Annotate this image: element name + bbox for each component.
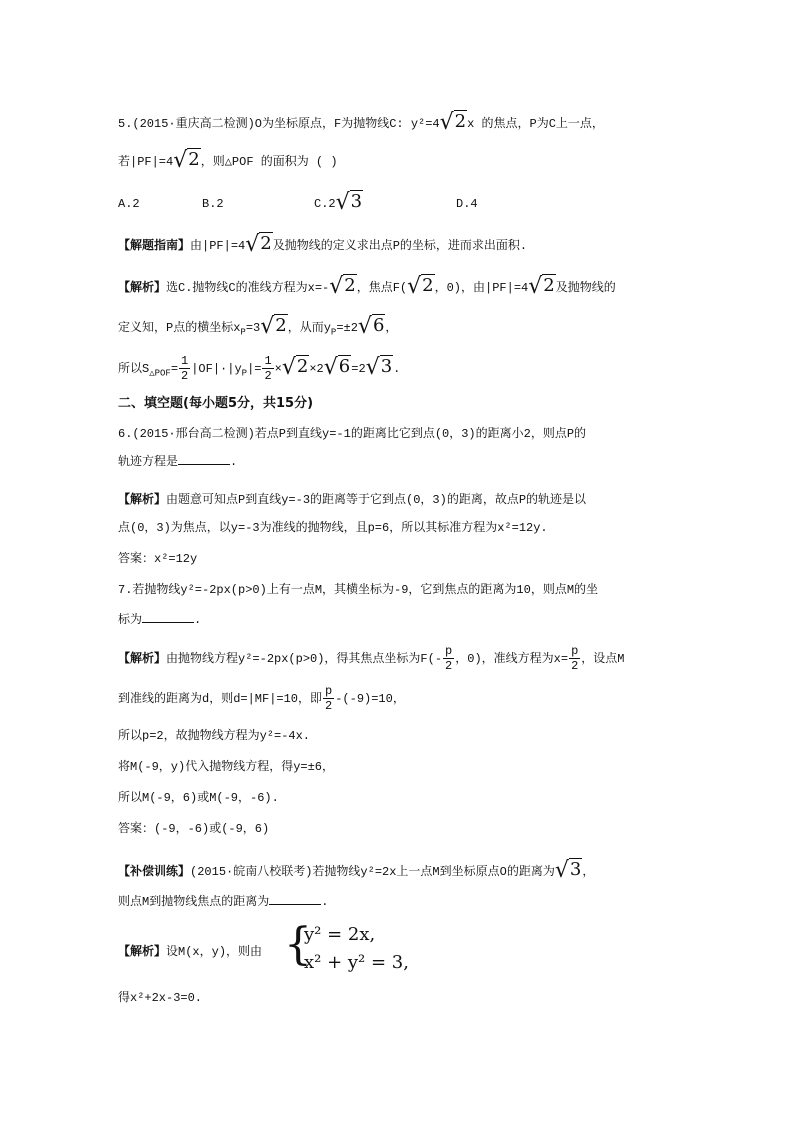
q7-answer: 答案：(-9，-6)或(-9，6) [118,822,270,836]
solution-tag: 【解析】 [118,493,167,507]
q7-solution-line5: 所以M(-9，6)或M(-9，-6). [118,791,279,805]
hint-tag: 【解题指南】 [118,239,191,253]
q6-stem-line1: 6.(2015·邢台高二检测)若点P到直线y=-1的距离比它到点(0，3)的距离小2，则点P的 [118,427,587,441]
sqrt-symbol: √3 [335,190,363,215]
system-equation-1: y² = 2x, [304,924,376,945]
fraction: $\frac{1}{2}$ [264,354,272,384]
q5-stem-line2: 若|PF|=4√2，则△POF 的面积为 ( ) [118,148,338,173]
sqrt-symbol: √2 [173,148,200,173]
q5-hint: 【解题指南】由|PF|=4√2及抛物线的定义求出点P的坐标，进而求出面积. [118,232,528,257]
q5-stem-line1: 5.(2015·重庆高二检测)O为坐标原点，F为抛物线C: y²=4√2x 的焦点，P为C上一点， [118,110,604,135]
sqrt-symbol: √6 [357,314,385,339]
bc-stem-line2: 则点M到抛物线焦点的距离为 . [118,892,328,912]
fraction: $\frac{p}{2}$ [445,644,453,674]
q6-solution-line2: 点(0，3)为焦点，以y=-3为准线的抛物线，且p=6，所以其标准方程为x²=12y. [118,521,548,535]
answer-blank [142,610,194,623]
q6-answer: 答案：x²=12y [118,552,198,566]
sqrt-symbol: √6 [323,355,351,380]
answer-blank [269,892,321,905]
q5-solution-line2: 定义知，P点的横坐标$x_P=3√2$，从而$y_P=\pm 2√6$， [118,314,398,339]
q5-option-a: A.2 [118,197,140,211]
bc-solution-start: 【解析】设M(x，y)，则由 [118,945,263,959]
system-equation-2: x² + y² = 3, [304,952,409,973]
section-heading: 二、填空题(每小题5分，共15分) [118,396,314,411]
fraction: $\frac{1}{2}$ [181,354,189,384]
q7-stem-line1: 7.若抛物线y²=-2px(p>0)上有一点M，其横坐标为-9，它到焦点的距离为10，则点M的坐 [118,583,599,597]
q5-solution-line3: 所以$S_{\triangle POF}=$ $\frac{1}{2}$ $|OF|\cdot|y_P|=$ $\frac{1}{2}$ ×√2×2√6=2√3. [118,352,400,388]
bc-solution-end: 得x²+2x-3=0. [118,991,203,1005]
sqrt-symbol: √2 [281,355,309,380]
q5-option-c: C.2√3 [314,190,363,215]
sqrt-symbol: √2 [260,314,287,339]
sqrt-symbol: √2 [245,232,272,257]
q6-stem-line2: 轨迹方程是 . [118,452,237,472]
q7-solution-line2: 到准线的距离为d，则d=|MF|=10，即 $\frac{p}{2}$ -(-9)=10， [118,684,405,714]
brace-symbol: { [284,919,312,970]
q6-solution-line1: 【解析】由题意可知点P到直线y=-3的距离等于它到点(0，3)的距离，故点P的轨迹是以 [118,493,587,507]
solution-tag: 【解析】 [118,281,167,295]
q7-solution-line1: 【解析】由抛物线方程y²=-2px(p>0)，得其焦点坐标为F(- $\frac{p}{2}$ ，0)，准线方程为x= $\frac{p}{2}$ ，设点M [118,644,625,674]
solution-tag: 【解析】 [118,652,167,666]
sqrt-symbol: √2 [439,110,467,135]
solution-tag: 【解析】 [118,945,167,959]
answer-blank [178,452,230,465]
q5-option-b: B.2 [202,197,224,211]
q5-option-d: D.4 [456,197,478,211]
q7-solution-line4: 将M(-9，y)代入抛物线方程，得y=±6， [118,760,335,774]
bc-stem-line1: 【补偿训练】(2015·皖南八校联考)若抛物线y²=2x上一点M到坐标原点O的距离为√3， [118,858,595,883]
supplement-tag: 【补偿训练】 [118,865,191,879]
fraction: $\frac{p}{2}$ [571,644,579,674]
sqrt-symbol: √2 [329,274,356,299]
q7-solution-line3: 所以p=2，故抛物线方程为y²=-4x. [118,729,311,743]
sqrt-symbol: √2 [407,274,434,299]
sqrt-symbol: √3 [365,355,393,380]
q7-stem-line2: 标为 . [118,610,201,630]
sqrt-symbol: √3 [554,858,582,883]
sqrt-symbol: √2 [528,274,555,299]
fraction: $\frac{p}{2}$ [325,684,333,714]
q5-solution-line1: 【解析】选C.抛物线C的准线方程为x=-√2，焦点F(√2，0)，由|PF|=4√2及抛物线的 [118,274,616,299]
